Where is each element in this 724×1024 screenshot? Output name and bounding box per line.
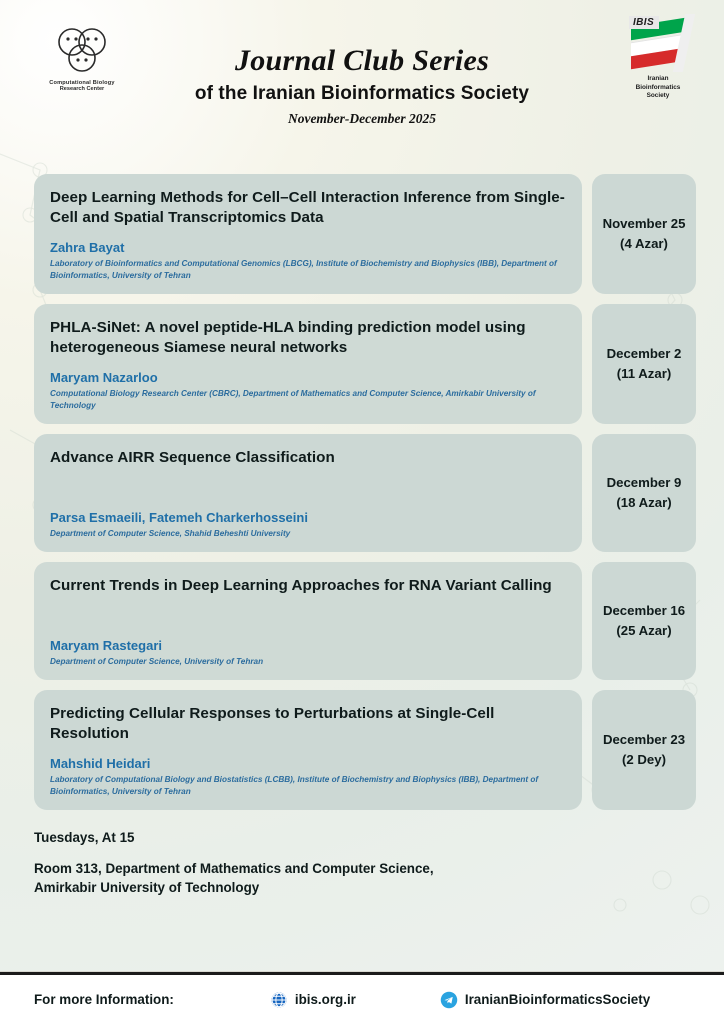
event-venue-line2: Amirkabir University of Technology [34,879,260,895]
telegram-icon [440,991,458,1009]
website-label: ibis.org.ir [294,992,356,1007]
session-title: Current Trends in Deep Learning Approaches for RNA Variant Calling [50,576,552,594]
session-speaker: Zahra Bayat [50,240,125,256]
event-venue [34,859,690,897]
footer-bar [0,972,724,1024]
ibis-logo [620,14,696,101]
event-venue-line1: Room 313, Department of Mathematics and Computer Science, [34,860,434,876]
globe-icon [270,991,288,1009]
session-date-line1: December 9 [606,475,682,491]
session-date [592,304,696,424]
session-date-line1: December 23 [602,731,686,747]
ibis-caption-line3: Society [646,92,670,100]
session-row [34,562,696,680]
session-title: Deep Learning Methods for Cell–Cell Interaction Inference from Single-Cell and Spatial Transcriptomics Data [50,189,565,227]
session-date-line2: (25 Azar) [616,622,672,638]
session-affiliation: Department of Computer Science, University of Tehran [50,656,264,666]
session-speaker: Maryam Nazarloo [50,370,158,386]
session-row [34,434,696,552]
event-time: Tuesdays, At 15 [34,829,135,845]
session-date-line2: (18 Azar) [616,494,672,510]
session-date-line1: December 16 [602,603,686,619]
session-date-line1: November 25 [602,216,686,232]
telegram-label: IranianBioinformaticsSociety [464,992,651,1007]
session-affiliation: Computational Biology Research Center (CBRC), Department of Mathematics and Computer Science, Amirkabir University of Technology [50,389,536,410]
session-card [34,690,582,810]
session-card [34,562,582,680]
page-date-range: November-December 2025 [287,111,437,126]
cbrc-logo-caption-line1: Computational Biology [49,80,115,86]
session-date [592,562,696,680]
ibis-logo-mark [625,14,691,72]
session-card [34,304,582,424]
session-date-line2: (2 Dey) [622,751,666,767]
schedule-list [34,174,696,810]
session-affiliation: Department of Computer Science, Shahid Beheshti University [50,528,291,538]
session-date [592,434,696,552]
page-title: Journal Club Series [234,44,490,77]
session-date-line2: (4 Azar) [620,235,668,251]
page-subtitle: of the Iranian Bioinformatics Society [194,83,530,104]
session-title: Predicting Cellular Responses to Perturbations at Single-Cell Resolution [50,704,495,742]
session-row [34,690,696,810]
session-speaker: Maryam Rastegari [50,637,162,653]
event-info [34,828,690,897]
ibis-wordmark: IBIS [629,16,659,29]
session-date [592,174,696,294]
session-title: PHLA-SiNet: A novel peptide-HLA binding prediction model using heterogeneous Siamese neural networks [50,318,526,356]
session-title: Advance AIRR Sequence Classification [50,448,335,466]
session-row [34,304,696,424]
session-affiliation: Laboratory of Computational Biology and Biostatistics (LCBB), Institute of Biochemistry and Biophysics (IBB), Department of Bioinformatics, University of Tehran [50,774,539,796]
session-row [34,174,696,294]
ibis-logo-caption [620,75,696,101]
ibis-caption-line2: Bioinformatics [635,83,681,91]
session-speaker: Parsa Esmaeili, Fatemeh Charkerhosseini [50,509,308,525]
session-affiliation: Laboratory of Bioinformatics and Computational Genomics (LBCG), Institute of Biochemistry and Biophysics (IBB), Department of Bioinformatics, University of Tehran [50,259,557,281]
session-date [592,690,696,810]
session-date-line1: December 2 [606,346,682,362]
more-info-label: For more Information: [34,992,174,1007]
session-speaker: Mahshid Heidari [50,755,151,771]
ibis-caption-line1: Iranian [647,75,669,82]
session-date-line2: (11 Azar) [616,365,672,381]
session-card [34,174,582,294]
poster-header [0,0,724,150]
cbrc-logo-caption-line2: Research Center [59,86,105,92]
session-card [34,434,582,552]
website-link[interactable] [270,991,356,1009]
telegram-link[interactable] [440,991,650,1009]
title-block [0,44,724,127]
